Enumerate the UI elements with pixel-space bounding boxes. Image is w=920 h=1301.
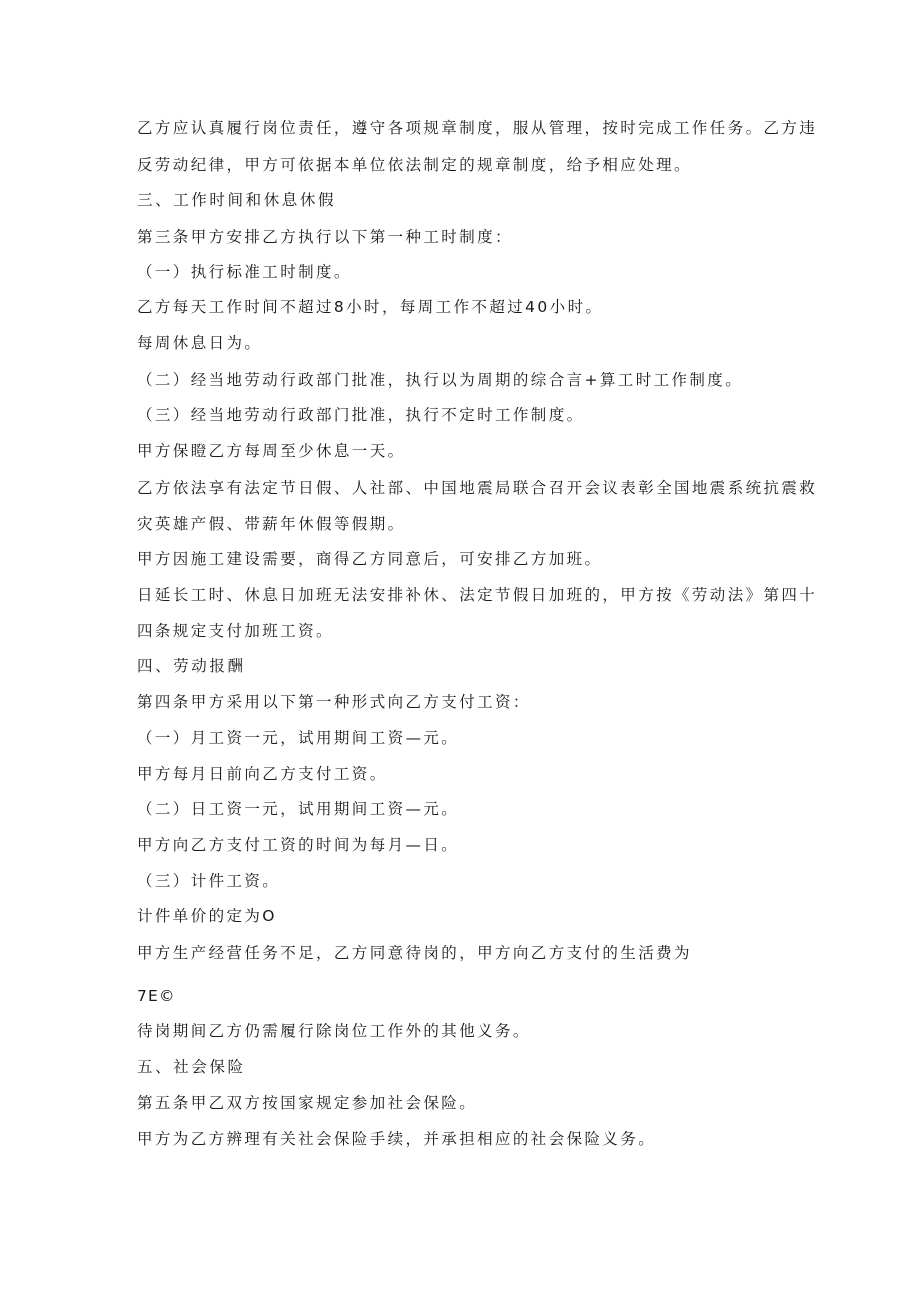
paragraph-line: 乙方应认真履行岗位责任，遵守各项规章制度，服从管理，按时完成工作任务。乙方违 [137, 119, 818, 137]
list-item: （二）经当地劳动行政部门批准，执行以为周期的综合言+算工时工作制度。 [137, 371, 744, 389]
paragraph-line: 日延长工时、休息日加班无法安排补休、法定节假日加班的，甲方按《劳动法》第四十 [137, 586, 818, 604]
article-title: 第三条甲方安排乙方执行以下第一种工时制度： [137, 228, 513, 246]
paragraph-line: 每周休息日为。 [137, 334, 263, 352]
list-item: （三）计件工资。 [137, 872, 281, 890]
paragraph-line: 7E© [137, 987, 176, 1005]
article-title: 第四条甲方采用以下第一种形式向乙方支付工资： [137, 693, 531, 711]
section-heading: 五、社会保险 [137, 1058, 246, 1076]
paragraph-line: 甲方为乙方辨理有关社会保险手续，并承担相应的社会保险义务。 [137, 1130, 657, 1148]
article-title: 第五条甲乙双方按国家规定参加社会保险。 [137, 1094, 478, 1112]
list-item: （一）执行标准工时制度。 [137, 263, 352, 281]
section-heading: 四、劳动报酬 [137, 657, 246, 675]
paragraph-line: 灾英雄产假、带薪年休假等假期。 [137, 515, 406, 533]
paragraph-line: 反劳动纪律，甲方可依据本单位依法制定的规章制度，给予相应处理。 [137, 156, 692, 174]
paragraph-line: 甲方向乙方支付工资的时间为每月—日。 [137, 836, 460, 854]
paragraph-line: 甲方因施工建设需要，商得乙方同意后，可安排乙方加班。 [137, 550, 603, 568]
paragraph-line: 乙方依法享有法定节日假、人社部、中国地震局联合召开会议表彰全国地震系统抗震救 [137, 479, 818, 497]
paragraph-line: 甲方每月日前向乙方支付工资。 [137, 765, 388, 783]
paragraph-line: 乙方每天工作时间不超过8小时，每周工作不超过40小时。 [137, 298, 604, 316]
paragraph-line: 甲方保瞪乙方每周至少休息一天。 [137, 442, 406, 460]
paragraph-line: 四条规定支付加班工资。 [137, 622, 334, 640]
list-item: （三）经当地劳动行政部门批准，执行不定时工作制度。 [137, 406, 585, 424]
section-heading: 三、工作时间和休息休假 [137, 191, 337, 209]
paragraph-line: 待岗期间乙方仍需履行除岗位工作外的其他义务。 [137, 1022, 531, 1040]
list-item: （一）月工资一元，试用期间工资—元。 [137, 729, 460, 747]
paragraph-line: 计件单价的定为O [137, 907, 277, 925]
list-item: （二）日工资一元，试用期间工资—元。 [137, 800, 460, 818]
paragraph-line: 甲方生产经营任务不足，乙方同意待岗的，甲方向乙方支付的生活费为 [137, 944, 692, 962]
